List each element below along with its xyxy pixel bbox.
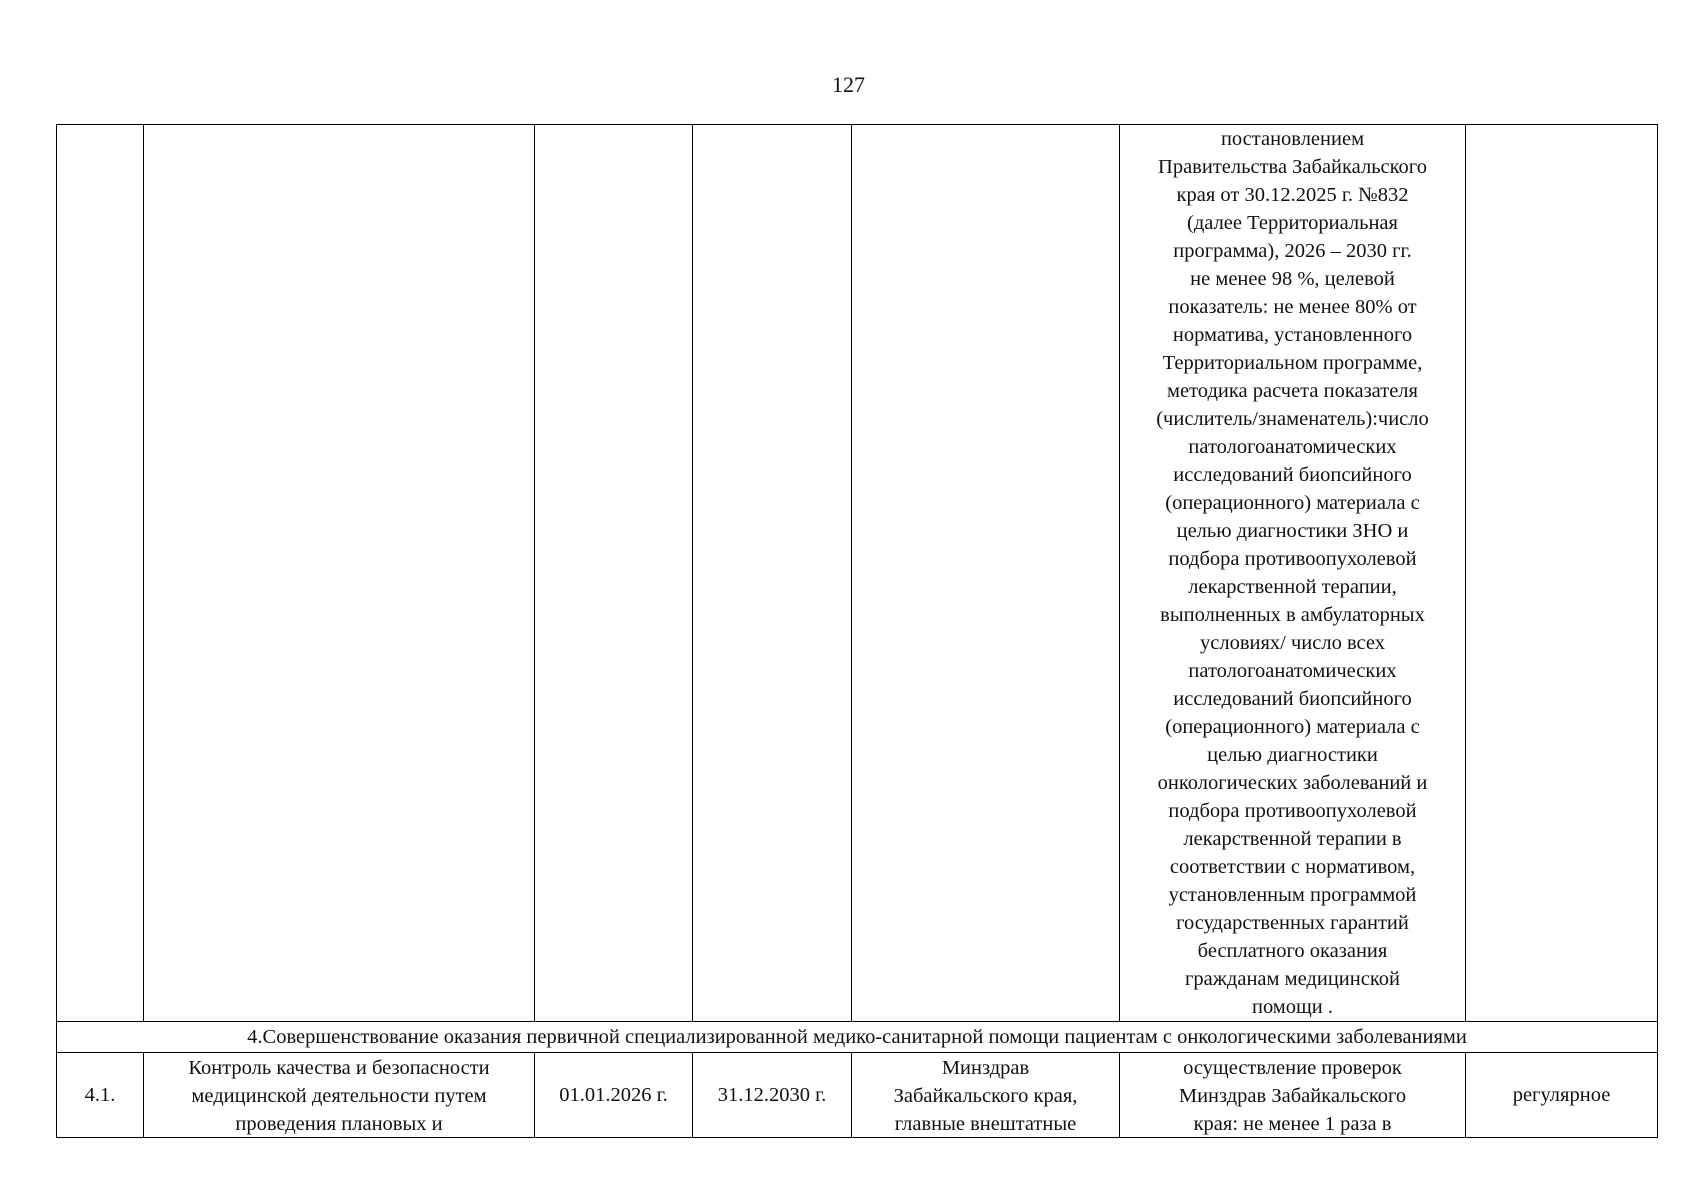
- responsible-line: Забайкальского края,: [893, 1085, 1078, 1107]
- activity-line: Контроль качества и безопасности: [188, 1057, 490, 1079]
- section-title: 4.Совершенствование оказания первичной специализированной медико-санитарной помощи пациентам с онкологическими заболеваниями: [57, 1022, 1658, 1053]
- indicator-line: соответствии с нормативом,: [1169, 856, 1416, 878]
- indicator-line: Территориальном программе,: [1162, 352, 1423, 374]
- indicator-line: исследований биопсийного: [1173, 688, 1412, 710]
- indicator-line: подбора противоопухолевой: [1168, 548, 1417, 570]
- indicator-line: (операционного) материала с: [1165, 492, 1420, 514]
- responsible-cell: [852, 1053, 1120, 1138]
- result-cell: [1120, 1053, 1466, 1138]
- activity-line: проведения плановых и: [235, 1113, 443, 1135]
- indicator-line: патологоанатомических: [1188, 436, 1397, 458]
- indicator-line: показатель: не менее 80% от: [1168, 296, 1417, 318]
- cell-responsible-empty: [852, 125, 1120, 1022]
- cell-indicator-text: [1120, 125, 1466, 1022]
- result-line: Минздрав Забайкальского: [1178, 1085, 1407, 1107]
- indicator-line: постановлением: [1220, 128, 1365, 150]
- indicator-line: целью диагностики ЗНО и: [1176, 520, 1409, 542]
- indicator-line: методика расчета показателя: [1167, 380, 1418, 402]
- section-row: [57, 1022, 1658, 1053]
- indicator-line: целью диагностики: [1207, 744, 1378, 766]
- indicator-line: государственных гарантий: [1176, 912, 1409, 934]
- row-number: 4.1.: [57, 1053, 144, 1138]
- table-row-4-1: [57, 1053, 1658, 1138]
- indicator-line: исследований биопсийного: [1173, 464, 1412, 486]
- indicator-line: (операционного) материала с: [1165, 716, 1420, 738]
- cell-start-empty: [535, 125, 693, 1022]
- indicator-line: помощи .: [1251, 996, 1334, 1018]
- result-line: осуществление проверок: [1183, 1057, 1402, 1079]
- measures-table: [56, 124, 1658, 1138]
- indicator-line: гражданам медицинской: [1185, 968, 1400, 990]
- page-number: 127: [832, 72, 865, 97]
- indicator-line: выполненных в амбулаторных: [1160, 604, 1425, 626]
- indicator-line: (числитель/знаменатель):число: [1156, 408, 1429, 430]
- indicator-line: условиях/ число всех: [1200, 632, 1385, 654]
- indicator-line: установленным программой: [1168, 884, 1417, 906]
- indicator-line: (далее Территориальная: [1187, 212, 1398, 234]
- continuation-row: [57, 125, 1658, 1022]
- event-type: регулярное: [1466, 1053, 1658, 1138]
- indicator-line: бесплатного оказания: [1197, 940, 1388, 962]
- indicator-line: подбора противоопухолевой: [1168, 800, 1417, 822]
- cell-type-empty: [1466, 125, 1658, 1022]
- cell-number-empty: [57, 125, 144, 1022]
- activity-line: медицинской деятельности путем: [191, 1085, 487, 1107]
- activity-cell: [144, 1053, 535, 1138]
- start-date: 01.01.2026 г.: [535, 1053, 693, 1138]
- indicator-line: патологоанатомических: [1188, 660, 1397, 682]
- end-date: 31.12.2030 г.: [693, 1053, 852, 1138]
- cell-end-empty: [693, 125, 852, 1022]
- indicator-line: лекарственной терапии в: [1183, 828, 1402, 850]
- indicator-line: не менее 98 %, целевой: [1190, 268, 1395, 290]
- indicator-line: Правительства Забайкальского: [1158, 156, 1427, 178]
- responsible-line: главные внештатные: [894, 1113, 1077, 1135]
- cell-activity-empty: [144, 125, 535, 1022]
- indicator-line: лекарственной терапии,: [1188, 576, 1397, 598]
- indicator-line: края от 30.12.2025 г. №832: [1176, 184, 1409, 206]
- indicator-line: норматива, установленного: [1172, 324, 1413, 346]
- indicator-line: онкологических заболеваний и: [1157, 772, 1428, 794]
- result-line: края: не менее 1 раза в: [1193, 1113, 1392, 1135]
- indicator-line: программа), 2026 – 2030 гг.: [1173, 240, 1412, 262]
- responsible-line: Минздрав: [941, 1057, 1030, 1079]
